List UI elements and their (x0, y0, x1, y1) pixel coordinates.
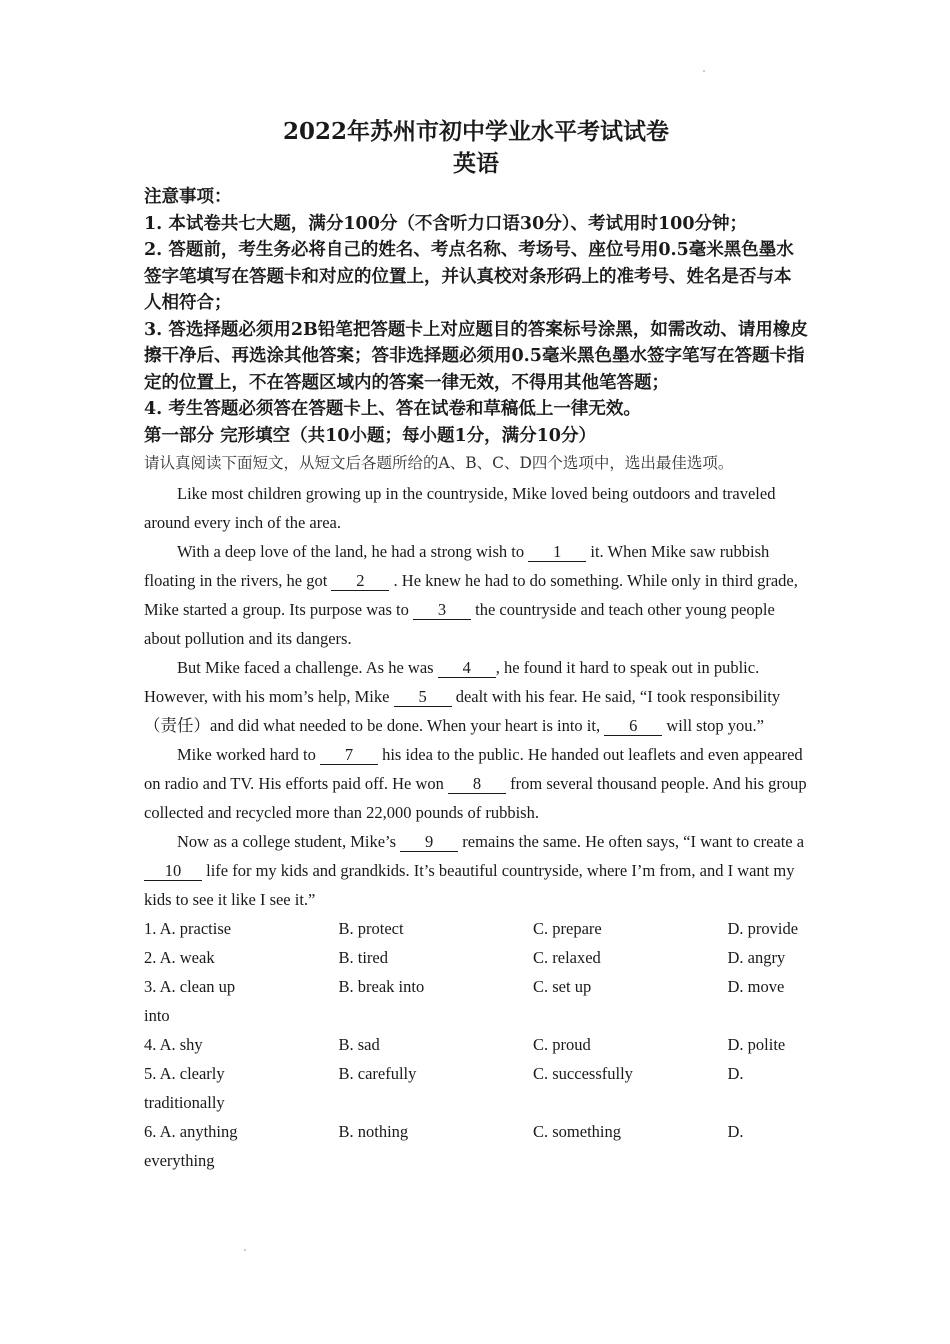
section-heading: 第一部分 完形填空（共10小题；每小题1分，满分10分） (144, 425, 596, 446)
option-a: 3. A. clean up (144, 977, 236, 996)
option-b: B. carefully (338, 1064, 417, 1083)
option-a: 5. A. clearly (144, 1064, 225, 1083)
option-c: C. successfully (533, 1064, 633, 1083)
option-d: D. provide (727, 919, 799, 938)
option-b: B. tired (338, 948, 388, 967)
passage-text: will stop you.” (666, 716, 764, 735)
notice-item-4: 4. 考生答题必须答在答题卡上、答在试卷和草稿低上一律无效。 (144, 399, 641, 419)
scan-speck (244, 1249, 246, 1251)
passage-text: But Mike faced a challenge. As he was (177, 658, 434, 677)
exam-title: 2022年苏州市初中学业水平考试试卷 (282, 118, 669, 145)
blank-4: 4 (438, 658, 496, 678)
option-c: C. something (533, 1122, 622, 1141)
passage-paragraph-5 (144, 827, 808, 914)
blank-5: 5 (394, 687, 452, 707)
passage-paragraph-2 (144, 537, 808, 653)
blank-1: 1 (528, 542, 586, 562)
option-b: B. protect (338, 919, 404, 938)
option-row-6 (144, 1117, 808, 1146)
passage-text: Now as a college student, Mike’s (177, 832, 397, 851)
option-c: C. proud (533, 1035, 591, 1054)
notice-item-3: 3. 答选择题必须用2B铅笔把答题卡上对应题目的答案标号涂黑，如需改动、请用橡皮擦干净后、再选涂其他答案；答非选择题必须用0.5毫米黑色墨水签字笔写在答题卡指定的位置上，不在答题区域内的答案一律无效，不得用其他笔答题； (144, 319, 808, 393)
passage-paragraph-3 (144, 653, 808, 740)
option-d: D. move (727, 977, 785, 996)
option-d: D. (727, 1064, 744, 1083)
passage-paragraph-1 (144, 479, 808, 537)
option-c: C. relaxed (533, 948, 601, 967)
page-content (144, 116, 808, 1175)
cloze-passage (144, 479, 808, 914)
option-a: 2. A. weak (144, 948, 215, 967)
option-c: C. prepare (533, 919, 602, 938)
option-a: 6. A. anything (144, 1122, 238, 1141)
passage-paragraph-4 (144, 740, 808, 827)
notice-block (144, 184, 808, 423)
blank-2: 2 (331, 571, 389, 591)
exam-subject: 英语 (453, 150, 499, 177)
option-c: C. set up (533, 977, 592, 996)
passage-text: . He knew he had to do something. While only in third grade, Mike started a group. Its purpose was to (144, 571, 798, 619)
option-row-4 (144, 1030, 808, 1059)
option-b: B. break into (338, 977, 425, 996)
option-b: B. nothing (338, 1122, 409, 1141)
answer-options (144, 914, 808, 1175)
option-d: D. angry (727, 948, 786, 967)
blank-9: 9 (400, 832, 458, 852)
passage-text: Mike worked hard to (177, 745, 316, 764)
blank-7: 7 (320, 745, 378, 765)
option-continuation: everything (144, 1151, 215, 1170)
blank-10: 10 (144, 861, 202, 881)
passage-text: the countryside and teach other young people about pollution and its dangers. (144, 600, 775, 648)
option-a: 4. A. shy (144, 1035, 203, 1054)
passage-text: his idea to the public. He handed out leaflets and even appeared on radio and TV. His efforts paid off. He won (144, 745, 803, 793)
option-d: D. (727, 1122, 744, 1141)
notice-heading: 注意事项： (144, 187, 232, 207)
option-row-2 (144, 943, 808, 972)
passage-text: from several thousand people. And his group collected and recycled more than 22,000 pounds of rubbish. (144, 774, 807, 822)
option-b: B. sad (338, 1035, 380, 1054)
notice-item-1: 1. 本试卷共七大题，满分100分（不含听力口语30分）、考试用时100分钟； (144, 213, 748, 234)
option-row-5 (144, 1059, 808, 1088)
option-continuation: into (144, 1006, 170, 1025)
blank-6: 6 (604, 716, 662, 736)
option-a: 1. A. practise (144, 919, 232, 938)
passage-text: With a deep love of the land, he had a strong wish to (177, 542, 525, 561)
option-continuation: traditionally (144, 1093, 225, 1112)
option-row-3 (144, 972, 808, 1001)
passage-text: dealt with his fear. He said, “I took responsibility（责任）and did what needed to be done. When your heart is into it, (144, 687, 781, 735)
scan-speck (703, 70, 705, 72)
passage-text: life for my kids and grandkids. It’s beautiful countryside, where I’m from, and I want my kids to see it like I see it.” (144, 861, 795, 909)
section-instruction: 请认真阅读下面短文，从短文后各题所给的A、B、C、D四个选项中，选出最佳选项。 (144, 454, 734, 472)
notice-item-2: 2. 答题前，考生务必将自己的姓名、考点名称、考场号、座位号用0.5毫米黑色墨水签字笔填写在答题卡和对应的位置上，并认真校对条形码上的准考号、姓名是否与本人相符合； (144, 240, 794, 313)
option-d: D. polite (727, 1035, 786, 1054)
passage-text: , he found it hard to speak out in public. However, with his mom’s help, Mike (144, 658, 760, 706)
blank-3: 3 (413, 600, 471, 620)
passage-text: Like most children growing up in the countryside, Mike loved being outdoors and traveled around every inch of the area. (144, 484, 776, 532)
passage-text: remains the same. He often says, “I want to create a (462, 832, 805, 851)
option-row-1 (144, 914, 808, 943)
blank-8: 8 (448, 774, 506, 794)
passage-text: it. When Mike saw rubbish floating in the rivers, he got (144, 542, 770, 590)
